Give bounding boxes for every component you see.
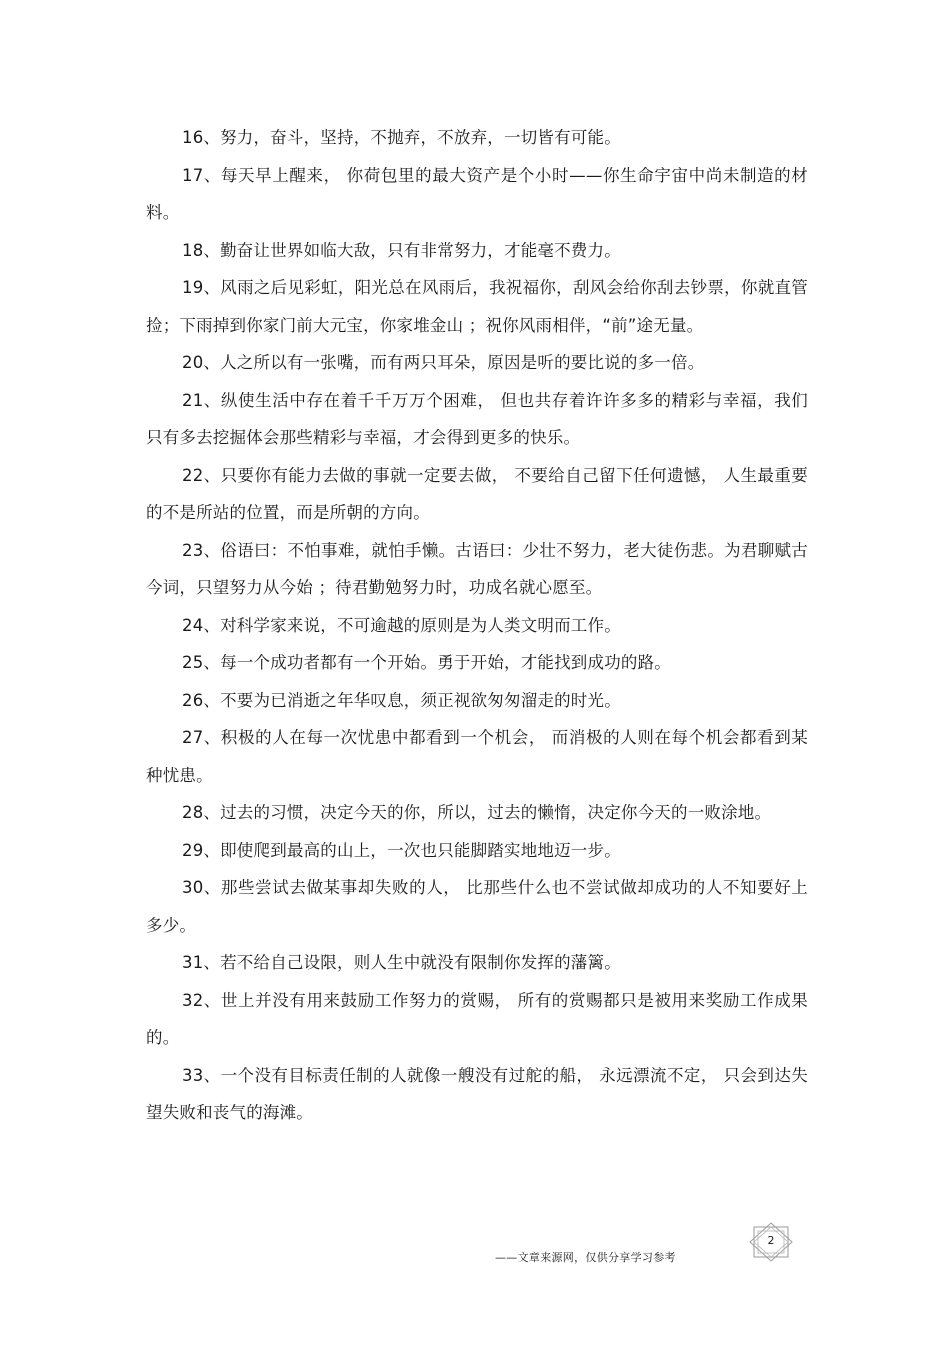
paragraph: 32、世上并没有用来鼓励工作努力的赏赐， 所有的赏赐都只是被用来奖励工作成果的。 <box>146 990 808 1047</box>
paragraph: 24、对科学家来说，不可逾越的原则是为人类文明而工作。 <box>182 615 621 635</box>
paragraph: 27、积极的人在每一次忧患中都看到一个机会， 而消极的人则在每个机会都看到某种忧患。 <box>146 728 808 785</box>
body-text <box>146 119 808 1132</box>
paragraph: 25、每一个成功者都有一个开始。勇于开始，才能找到成功的路。 <box>182 653 671 672</box>
paragraph: 29、即使爬到最高的山上，一次也只能脚踏实地地迈一步。 <box>182 840 621 860</box>
paragraph: 31、若不给自己设限，则人生中就没有限制你发挥的藩篱。 <box>182 953 621 972</box>
page-number: 2 <box>767 1234 775 1247</box>
paragraph: 20、人之所以有一张嘴，而有两只耳朵，原因是听的要比说的多一倍。 <box>182 353 705 372</box>
paragraph: 23、俗语曰：不怕事难，就怕手懒。古语曰：少壮不努力，老大徒伤悲。为君聊赋古今词，只望努力从今始 ；待君勤勉努力时，功成名就心愿至。 <box>146 540 808 597</box>
paragraph: 17、每天早上醒来， 你荷包里的最大资产是个小时——你生命宇宙中尚未制造的材料。 <box>146 165 808 222</box>
footer-source-note: ——文章来源网，仅供分享学习参考 <box>495 1251 676 1264</box>
paragraph: 28、过去的习惯，决定今天的你，所以，过去的懒惰，决定你今天的一败涂地。 <box>182 803 772 822</box>
paragraph: 21、纵使生活中存在着千千万万个困难， 但也共存着许许多多的精彩与幸福，我们只有多去挖掘体会那些精彩与幸福，才会得到更多的快乐。 <box>146 390 808 447</box>
paragraph: 19、风雨之后见彩虹，阳光总在风雨后，我祝福你，刮风会给你刮去钞票，你就直管捡；下雨掉到你家门前大元宝，你家堆金山 ；祝你风雨相伴，“前”途无量。 <box>146 278 808 335</box>
paragraph: 18、勤奋让世界如临大敌，只有非常努力，才能毫不费力。 <box>182 240 621 260</box>
paragraph: 22、只要你有能力去做的事就一定要去做， 不要给自己留下任何遗憾， 人生最重要的不是所站的位置，而是所朝的方向。 <box>146 465 808 522</box>
paragraph: 30、那些尝试去做某事却失败的人， 比那些什么也不尝试做却成功的人不知要好上多少。 <box>146 878 808 935</box>
paragraph: 26、不要为已消逝之年华叹息，须正视欲匆匆溜走的时光。 <box>182 690 621 710</box>
paragraph: 33、一个没有目标责任制的人就像一艘没有过舵的船， 永远漂流不定， 只会到达失望失败和丧气的海滩。 <box>146 1065 808 1122</box>
paragraph: 16、努力，奋斗，坚持，不抛弃，不放弃，一切皆有可能。 <box>182 128 621 147</box>
page-number-badge <box>748 1222 794 1262</box>
